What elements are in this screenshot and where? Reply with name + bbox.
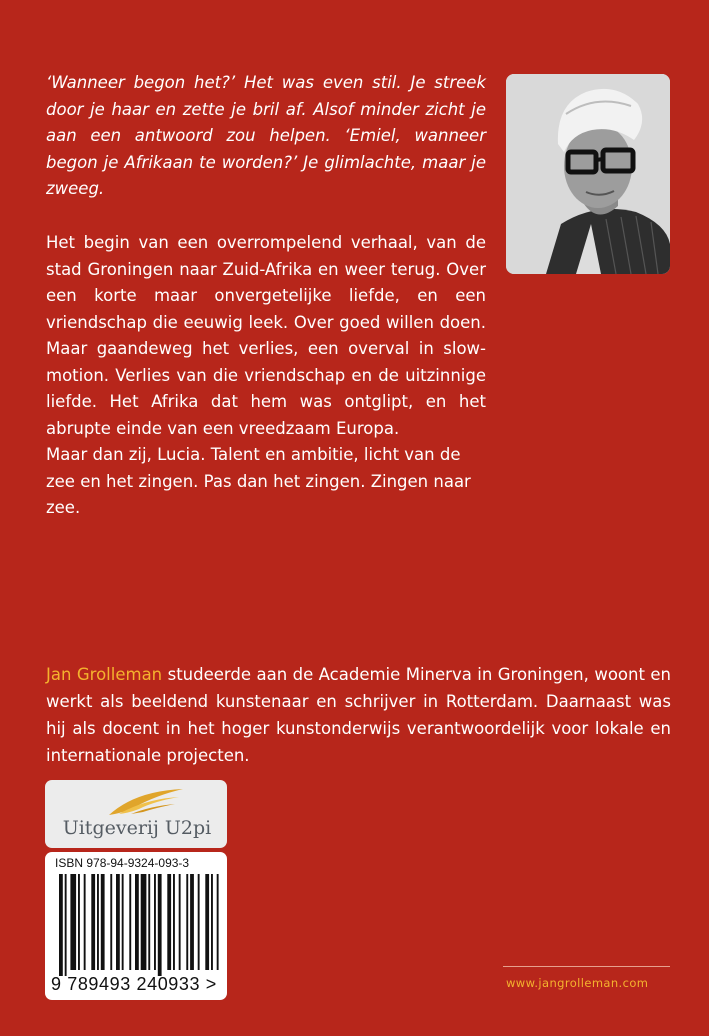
barcode-bar — [122, 874, 124, 970]
barcode-bar — [173, 874, 175, 970]
barcode-bar — [97, 874, 99, 970]
barcode-bar — [110, 874, 112, 970]
barcode-bar — [59, 874, 63, 976]
barcode-bar — [65, 874, 67, 976]
barcode-bar — [91, 874, 95, 970]
blurb-paragraph: Het begin van een overrompelend verhaal, van de stad Groningen naar Zuid-Afrika en weer terug. Over een korte maar onvergetelijke liefde, en een vriendschap die eeuwig leek. Over goed willen doen. Maar gaandeweg het verlies, een overval in slow-motion. Verlies van die vriendschap en de uitzinnige liefde. Het Afrika dat hem was ontglipt, en het abrupte einde van een vreedzaam Europa. — [46, 233, 486, 438]
publisher-name: Uitgeverij U2pi — [62, 817, 212, 839]
author-bio-text: studeerde aan de Academie Minerva in Groningen, woont en werkt als beeldend kunstenaar en schrijver in Rotterdam. Daarnaast was hij als docent in het hoger kunstonderwijs verantwoordelijk voor lokale en internationale projecten. — [46, 665, 671, 765]
barcode-bar — [141, 874, 147, 970]
website-link[interactable]: www.jangrolleman.com — [506, 976, 649, 990]
barcode-bar — [179, 874, 181, 970]
isbn-label: ISBN 978-94-9324-093-3 — [55, 856, 190, 870]
publisher-logo-box — [45, 780, 227, 848]
barcode-bar — [167, 874, 171, 970]
barcode-bar — [70, 874, 76, 970]
barcode-bar — [186, 874, 188, 970]
barcode-bar — [84, 874, 86, 970]
barcode-bar — [129, 874, 131, 970]
author-photo — [506, 74, 670, 274]
author-bio — [46, 661, 671, 769]
barcode-bar — [205, 874, 209, 970]
barcode-bar — [158, 874, 162, 976]
barcode-bar — [78, 874, 80, 970]
divider — [503, 966, 670, 967]
wing-logo-icon — [105, 787, 185, 817]
barcode-bar — [190, 874, 194, 970]
back-cover-quote: ‘Wanneer begon het?’ Het was even stil. Je streek door je haar en zette je bril af. Alsof minder zicht je aan een antwoord zou helpen. ‘Emiel, wanneer begon je Afrikaan te worden?’ Je glimlachte, maar je zweeg. — [46, 73, 486, 198]
blurb-paragraph: Maar dan zij, Lucia. Talent en ambitie, licht van de zee en het zingen. Pas dan het zingen. Zingen naar zee. — [46, 445, 471, 517]
barcode-bar — [116, 874, 120, 970]
barcode-digits: 9 789493 240933 > — [51, 974, 217, 994]
barcode-bar — [154, 874, 156, 970]
barcode-bar — [135, 874, 139, 970]
barcode-bar — [101, 874, 105, 970]
author-name: Jan Grolleman — [46, 665, 163, 684]
book-blurb — [46, 230, 486, 522]
barcode-bar — [211, 874, 213, 970]
barcode-bar — [198, 874, 200, 970]
barcode-bar — [217, 874, 219, 970]
barcode-bar — [148, 874, 150, 970]
barcode-box — [45, 852, 227, 1000]
